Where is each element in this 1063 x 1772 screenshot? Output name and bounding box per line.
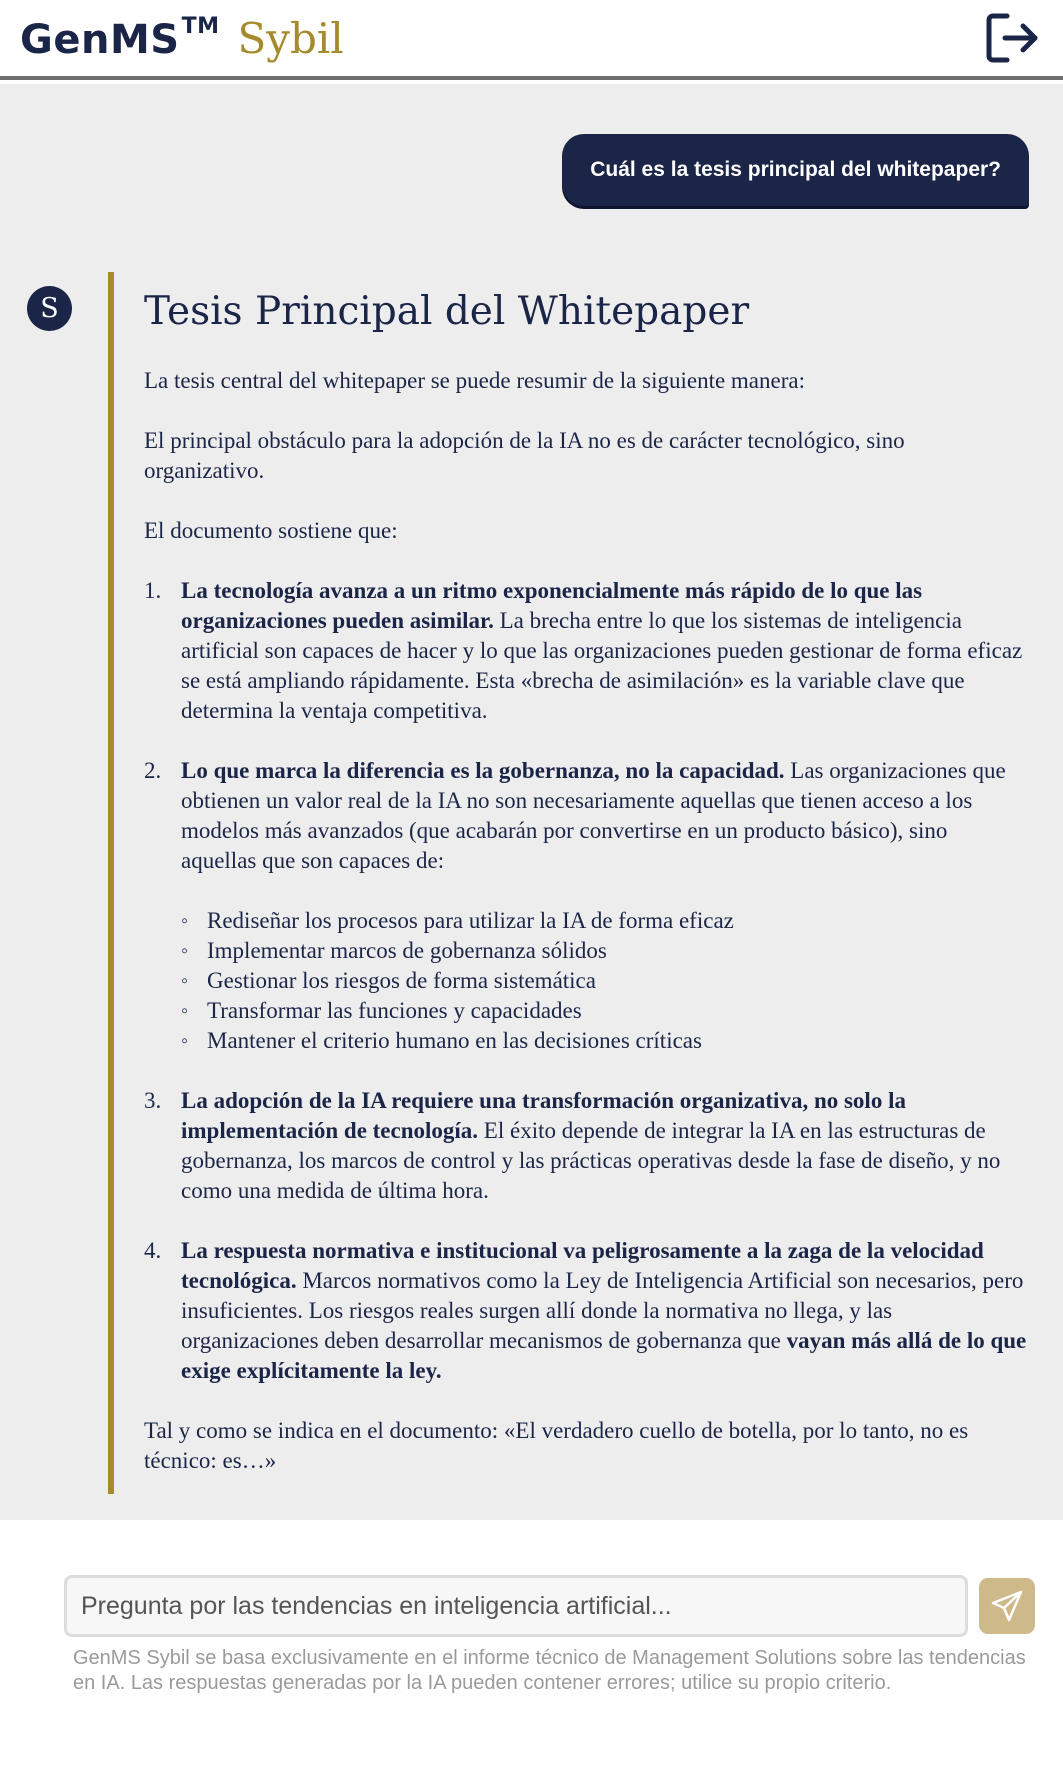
point-headline: La adopción de la IA requiere una transformación organizativa, no solo la implementación de tecnología. bbox=[181, 1088, 906, 1143]
answer-points bbox=[144, 576, 1028, 1386]
send-button[interactable] bbox=[979, 1578, 1035, 1634]
logout-button[interactable] bbox=[983, 8, 1041, 68]
point-headline: La respuesta normativa e institucional va peligrosamente a la zaga de la velocidad tecnológica. bbox=[181, 1238, 984, 1293]
point-text: Las organizaciones que obtienen un valor real de la IA no son necesariamente aquellas que tienen acceso a los modelos más avanzados (que acabarán por convertirse en un producto básico), sino aquellas que son capaces de: bbox=[181, 758, 1006, 873]
list-item: ◦ Gestionar los riesgos de forma sistemática bbox=[181, 966, 1028, 996]
answer-point bbox=[144, 756, 1028, 1056]
point-text: La brecha entre lo que los sistemas de inteligencia artificial son capaces de hacer y lo que las organizaciones pueden gestionar de forma eficaz se está ampliando rápidamente. Esta «brecha de asimilación» es la variable clave que determina la ventaja competitiva. bbox=[181, 608, 1023, 723]
answer-point bbox=[144, 1086, 1028, 1206]
logout-icon bbox=[983, 8, 1041, 68]
answer-intro: La tesis central del whitepaper se puede resumir de la siguiente manera: bbox=[144, 368, 805, 393]
answer-point bbox=[144, 576, 1028, 726]
capabilities-list bbox=[181, 906, 1028, 1056]
input-area bbox=[0, 1520, 1063, 1772]
assistant-answer bbox=[108, 272, 1028, 1494]
point-headline: Lo que marca la diferencia es la gobernanza, no la capacidad. bbox=[181, 758, 785, 783]
disclaimer-text: GenMS Sybil se basa exclusivamente en el informe técnico de Management Solutions sobre las tendencias en IA. Las respuestas generadas por la IA pueden contener errores; utilice su propio criterio. bbox=[73, 1647, 1026, 1694]
user-message: Cuál es la tesis principal del whitepaper? bbox=[562, 134, 1029, 206]
point-text: Marcos normativos como la Ley de Inteligencia Artificial son necesarios, pero insuficientes. Los riesgos reales surgen allí donde la normativa no llega, y las organizaciones deben desarrollar mecanismos de gobernanza que bbox=[181, 1268, 1024, 1353]
list-item: ◦ Transformar las funciones y capacidades bbox=[181, 996, 1028, 1026]
answer-closing: Tal y como se indica en el documento: «El verdadero cuello de botella, por lo tanto, no es técnico: es…» bbox=[144, 1418, 969, 1473]
point-text: El éxito depende de integrar la IA en las estructuras de gobernanza, los marcos de control y las prácticas operativas desde la fase de diseño, y no como una medida de última hora. bbox=[181, 1118, 1001, 1203]
point-number: 3. bbox=[144, 1088, 162, 1113]
send-icon bbox=[990, 1589, 1024, 1623]
list-item: ◦ Mantener el criterio humano en las decisiones críticas bbox=[181, 1026, 1028, 1056]
brand-logo bbox=[20, 14, 344, 63]
point-headline: La tecnología avanza a un ritmo exponencialmente más rápido de lo que las organizaciones pueden asimilar. bbox=[181, 578, 923, 633]
app-header bbox=[0, 0, 1063, 80]
answer-lead: El documento sostiene que: bbox=[144, 518, 398, 543]
answer-point bbox=[144, 1236, 1028, 1386]
assistant-avatar: S bbox=[27, 286, 72, 331]
question-input[interactable] bbox=[64, 1575, 968, 1637]
chat-area[interactable] bbox=[0, 84, 1063, 1520]
list-item: ◦ Implementar marcos de gobernanza sólidos bbox=[181, 936, 1028, 966]
point-emphasis: vayan más allá de lo que exige explícitamente la ley. bbox=[181, 1328, 1027, 1383]
brand-product: Sybil bbox=[237, 14, 344, 63]
point-number: 2. bbox=[144, 758, 162, 783]
brand-name: GenMS™ bbox=[20, 13, 220, 63]
list-item: ◦ Rediseñar los procesos para utilizar la IA de forma eficaz bbox=[181, 906, 1028, 936]
answer-title: Tesis Principal del Whitepaper bbox=[144, 289, 750, 334]
point-number: 1. bbox=[144, 578, 162, 603]
point-number: 4. bbox=[144, 1238, 162, 1263]
trademark-mark: TM bbox=[181, 13, 220, 39]
answer-thesis: El principal obstáculo para la adopción de la IA no es de carácter tecnológico, sino organizativo. bbox=[144, 428, 905, 483]
